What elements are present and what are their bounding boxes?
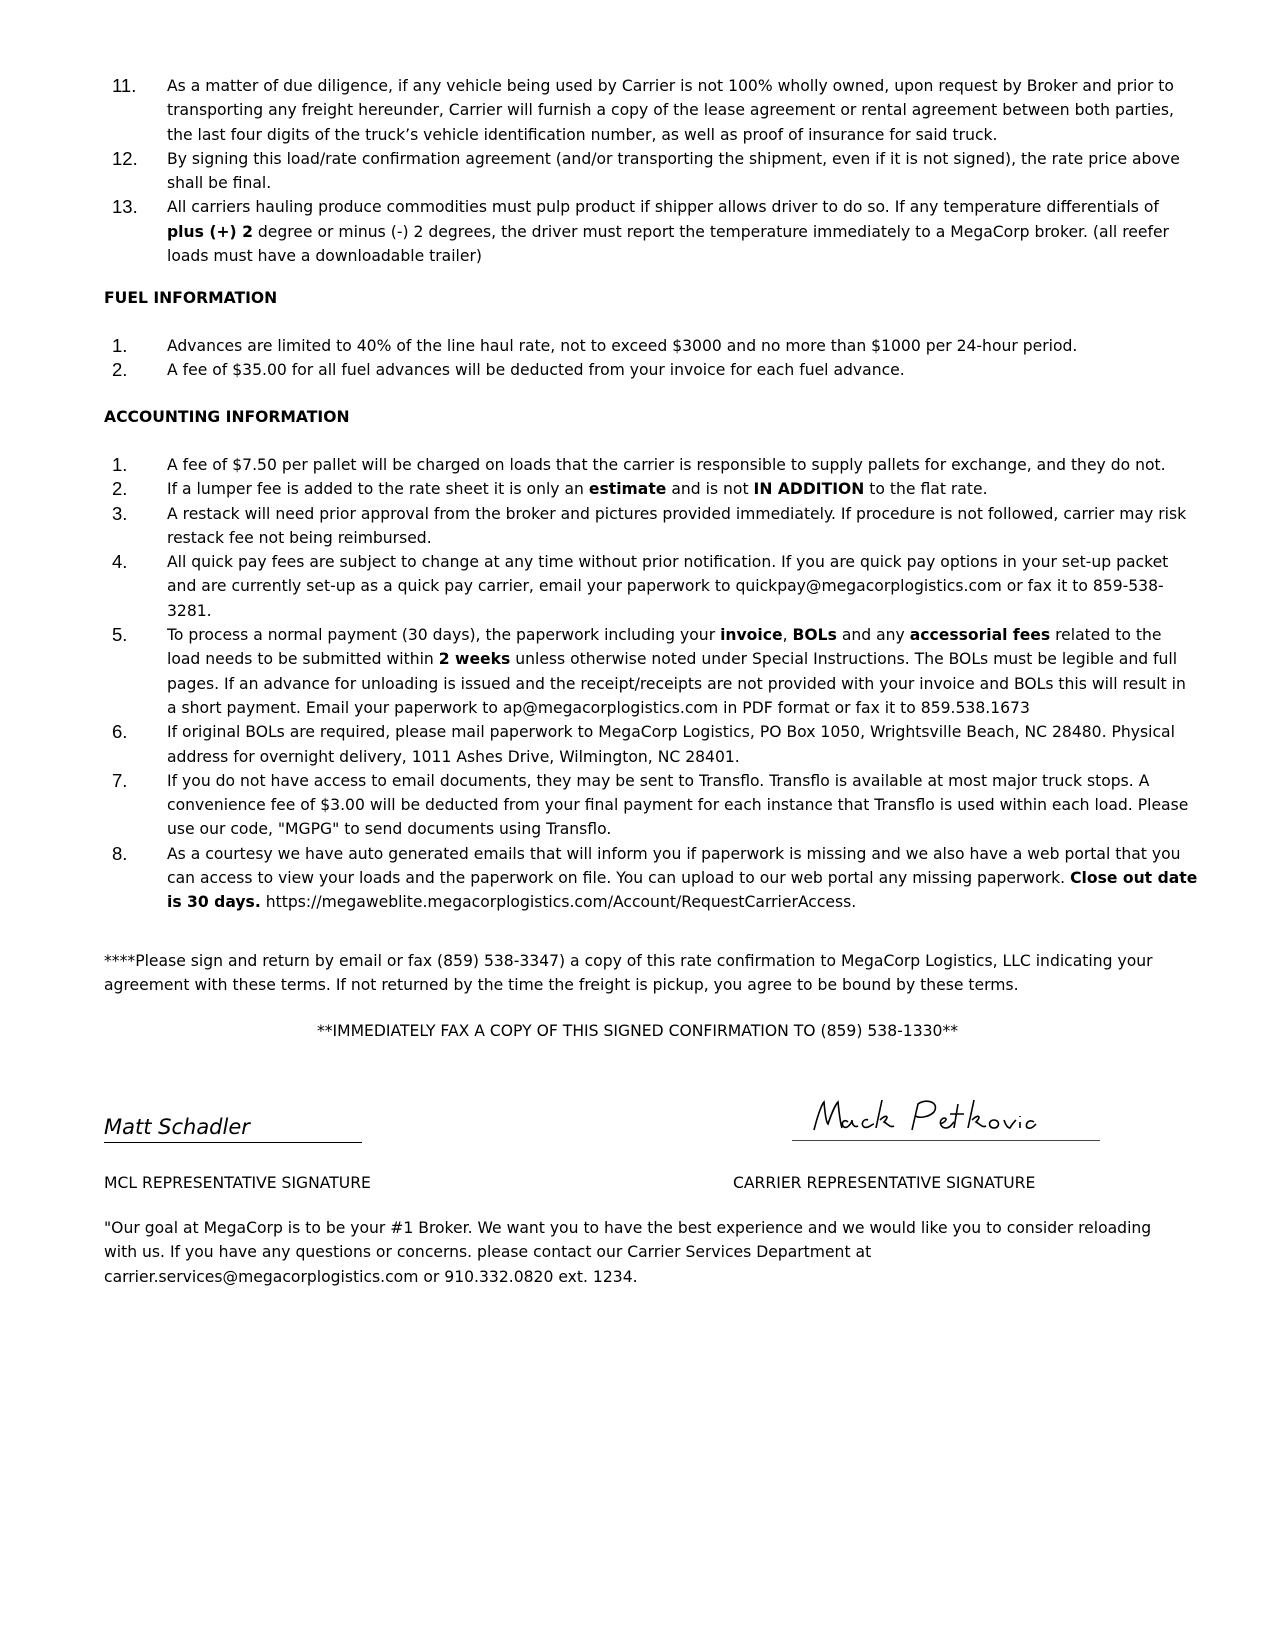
list-number: 8.	[112, 842, 128, 864]
term-11	[104, 74, 1199, 147]
fuel-list	[104, 334, 1199, 383]
term-12	[104, 147, 1199, 196]
accounting-heading: ACCOUNTING INFORMATION	[104, 408, 350, 426]
accounting-item-5	[104, 623, 1199, 720]
list-number: 12.	[112, 147, 138, 169]
accounting-text: All quick pay fees are subject to change at any time without prior notification. If you are quick pay options in your set-up packet and are currently set-up as a quick pay carrier, email your paperwork to quickpay@megacorplogistics.com or fax it to 859-538-3281.	[167, 553, 1169, 620]
fuel-item	[104, 334, 1199, 358]
terms-list	[104, 74, 1199, 268]
list-number: 7.	[112, 769, 128, 791]
close-out-date: Close out date is 30 days.	[167, 869, 1198, 912]
accounting-text: If a lumper fee is added to the rate sheet it is only an estimate and is not IN ADDITION to the flat rate.	[167, 480, 988, 499]
carrier-signature-line	[792, 1100, 1100, 1141]
accounting-text: If original BOLs are required, please mail paperwork to MegaCorp Logistics, PO Box 1050, Wrightsville Beach, NC 28480. Physical address for overnight delivery, 1011 Ashes Drive, Wilmington, NC 28401.	[167, 723, 1175, 766]
term-text: As a matter of due diligence, if any vehicle being used by Carrier is not 100% wholly owned, upon request by Broker and prior to transporting any freight hereunder, Carrier will furnish a copy of the lease agreement or rental agreement between both parties, the last four digits of the truck’s vehicle identification number, as well as proof of insurance for said truck.	[167, 77, 1174, 144]
fuel-text: A fee of $35.00 for all fuel advances will be deducted from your invoice for each fuel advance.	[167, 361, 905, 380]
list-number: 13.	[112, 196, 138, 218]
fuel-heading: FUEL INFORMATION	[104, 289, 278, 307]
list-number: 2.	[112, 359, 128, 381]
accounting-text: A fee of $7.50 per pallet will be charged on loads that the carrier is responsible to supply pallets for exchange, and they do not.	[167, 456, 1166, 474]
mcl-signature-line	[104, 1112, 362, 1143]
accounting-item-2	[104, 477, 1199, 501]
closing-paragraph: "Our goal at MegaCorp is to be your #1 Broker. We want you to have the best experience and we would like you to consider reloading with us. If you have any questions or concerns. please contact our Carrier Services Department at carrier.services@megacorplogistics.com or 910.332.0820 ext. 1234.	[104, 1219, 1152, 1286]
accounting-list	[104, 453, 1199, 915]
fuel-text: Advances are limited to 40% of the line haul rate, not to exceed $3000 and no more than $1000 per 24-hour period.	[167, 337, 1078, 355]
temperature-threshold: plus (+) 2	[167, 222, 253, 241]
term-text: All carriers hauling produce commodities must pulp product if shipper allows driver to do so. If any temperature differentials of plus (+) 2 degree or minus (-) 2 degrees, the driver must report the temperature immediately to a MegaCorp broker. (all reefer loads must have a downloadable trailer)	[167, 198, 1169, 266]
accounting-item-7	[104, 769, 1199, 842]
accounting-text: To process a normal payment (30 days), the paperwork including your invoice, BOLs and any accessorial fees related to the load needs to be submitted within 2 weeks unless otherwise noted under Special Instructions. The BOLs must be legible and full pages. If an advance for unloading is issued and the receipt/receipts are not provided with your invoice and BOLs this will result in a short payment. Email your paperwork to ap@megacorplogistics.com in PDF format or fax it to 859.538.1673	[167, 626, 1186, 717]
accounting-item-8	[104, 842, 1199, 915]
list-number: 6.	[112, 721, 128, 743]
carrier-signature	[808, 1094, 1038, 1138]
accounting-text: A restack will need prior approval from the broker and pictures provided immediately. If procedure is not followed, carrier may risk restack fee not being reimbursed.	[167, 504, 1187, 547]
accounting-item-1	[104, 453, 1199, 477]
list-number: 3.	[112, 502, 128, 524]
list-number: 1.	[112, 454, 128, 475]
list-number: 2.	[112, 478, 128, 500]
list-number: 5.	[112, 624, 128, 646]
accounting-item-3	[104, 502, 1199, 551]
mcl-signature-label: MCL REPRESENTATIVE SIGNATURE	[104, 1174, 371, 1192]
accounting-item-4	[104, 550, 1199, 623]
return-notice: ****Please sign and return by email or fax (859) 538-3347) a copy of this rate confirmation to MegaCorp Logistics, LLC indicating your agreement with these terms. If not returned by the time the freight is pickup, you agree to be bound by these terms.	[104, 952, 1153, 995]
carrier-signature-label: CARRIER REPRESENTATIVE SIGNATURE	[733, 1174, 1036, 1192]
list-number: 11.	[112, 75, 137, 96]
list-number: 1.	[112, 335, 128, 356]
accounting-text: As a courtesy we have auto generated emails that will inform you if paperwork is missing and we also have a web portal that you can access to view your loads and the paperwork on file. You can upload to our web portal any missing paperwork. Close out date is 30 days. https://megaweblite.megacorplogistics.com/Account/RequestCarrierAccess.	[167, 844, 1198, 912]
carrier-signature-text	[792, 1100, 793, 1101]
term-text: By signing this load/rate confirmation agreement (and/or transporting the shipment, even if it is not signed), the rate price above shall be final.	[167, 149, 1180, 193]
fuel-item	[104, 358, 1199, 382]
mcl-signature: Matt Schadler	[104, 1115, 250, 1139]
fax-notice: **IMMEDIATELY FAX A COPY OF THIS SIGNED CONFIRMATION TO (859) 538-1330**	[316, 1022, 959, 1040]
term-13	[104, 195, 1199, 268]
accounting-text: If you do not have access to email documents, they may be sent to Transflo. Transflo is available at most major truck stops. A convenience fee of $3.00 will be deducted from your final payment for each instance that Transflo is used within each load. Please use our code, "MGPG" to send documents using Transflo.	[167, 771, 1189, 839]
accounting-item-6	[104, 720, 1199, 769]
list-number: 4.	[112, 551, 128, 573]
